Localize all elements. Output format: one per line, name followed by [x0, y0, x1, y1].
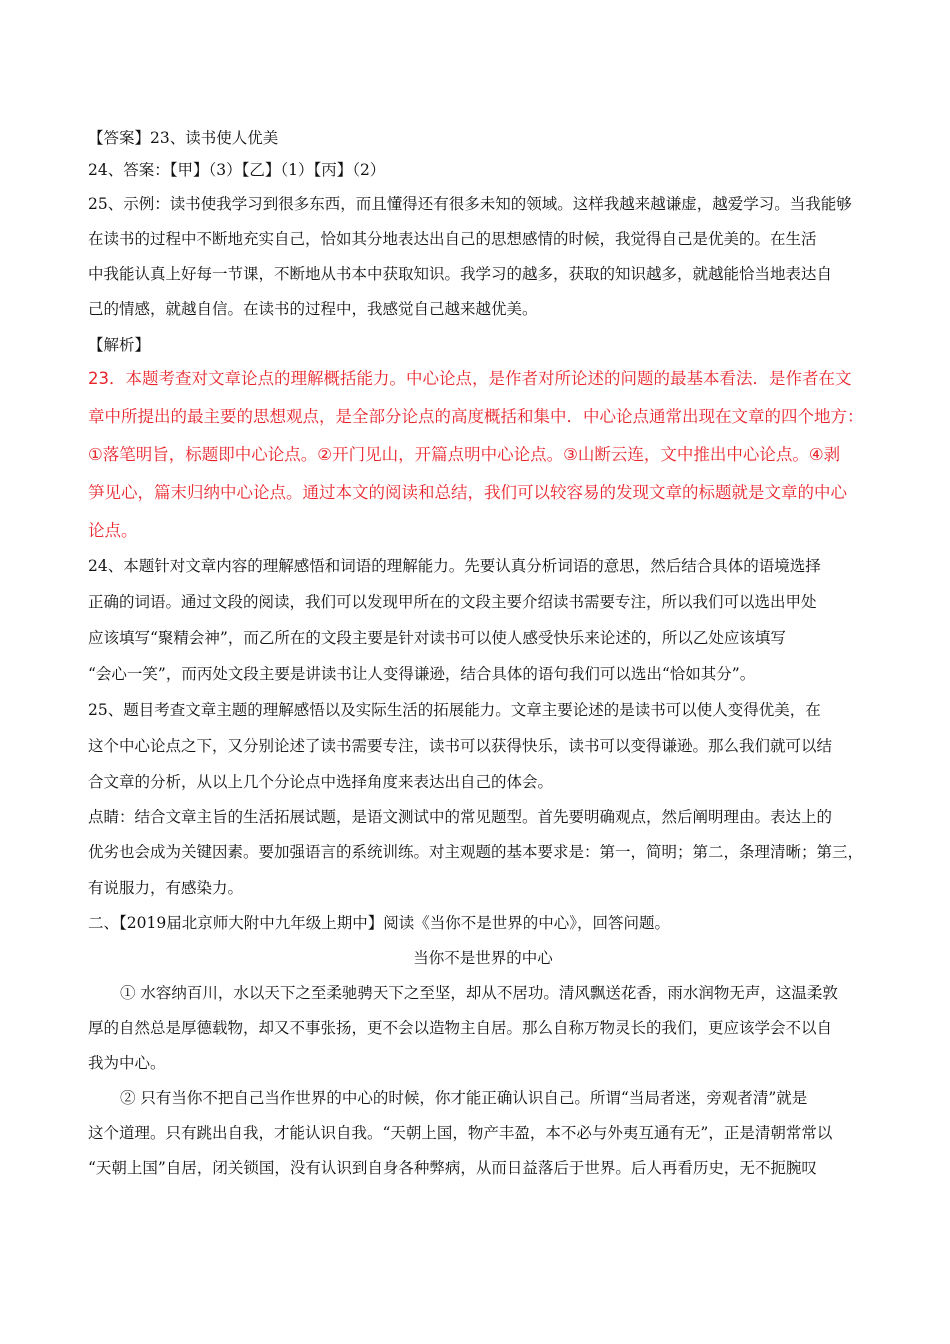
answer-25-line-3: 中我能认真上好每一节课，不断地从书本中获取知识。我学习的越多，获取的知识越多，就越能恰当地表达自 — [88, 265, 833, 283]
article-p2-line-2: 这个道理。只有跳出自我，才能认识自我。“天朝上国，物产丰盈，本不必与外夷互通有无”，正是清朝常常以 — [88, 1124, 833, 1142]
analysis-24-line-2: 正确的词语。通过文段的阅读，我们可以发现甲所在的文段主要介绍读书需要专注，所以我们可以选出甲处 — [88, 593, 817, 611]
analysis-heading: 【解析】 — [88, 336, 151, 354]
answer-heading: 【答案】23、读书使人优美 — [88, 129, 279, 147]
analysis-23-line-2: 章中所提出的最主要的思想观点，是全部分论点的高度概括和集中．中心论点通常出现在文章的四个地方： — [88, 407, 864, 426]
tip-line-1: 点睛：结合文章主旨的生活拓展试题，是语文测试中的常见题型。首先要明确观点，然后阐明理由。表达上的 — [88, 808, 833, 826]
analysis-23-line-5: 论点。 — [88, 521, 138, 540]
answer-24: 24、答案：【甲】（3）【乙】（1）【丙】（2） — [88, 161, 386, 179]
article-title: 当你不是世界的中心 — [413, 949, 553, 967]
article-p1-line-3: 我为中心。 — [88, 1054, 166, 1072]
answer-25-line-2: 在读书的过程中不断地充实自己，恰如其分地表达出自己的思想感情的时候，我觉得自己是优美的。在生活 — [88, 230, 817, 248]
section-two-heading: 二、【2019届北京师大附中九年级上期中】阅读《当你不是世界的中心》，回答问题。 — [88, 914, 670, 932]
article-p2-line-3: “天朝上国”自居，闭关锁国，没有认识到自身各种弊病，从而日益落后于世界。后人再看历史，无不扼腕叹 — [88, 1159, 817, 1177]
analysis-24-line-4: “会心一笑”，而丙处文段主要是讲读书让人变得谦逊，结合具体的语句我们可以选出“恰如其分”。 — [88, 665, 756, 683]
tip-line-2: 优劣也会成为关键因素。要加强语言的系统训练。对主观题的基本要求是：第一，简明；第二，条理清晰；第三， — [88, 843, 864, 861]
answer-25-line-1: 25、示例：读书使我学习到很多东西，而且懂得还有很多未知的领域。这样我越来越谦虚，越爱学习。当我能够 — [88, 195, 852, 213]
analysis-24-line-3: 应该填写“聚精会神”，而乙所在的文段主要是针对读书可以使人感受快乐来论述的，所以乙处应该填写 — [88, 629, 786, 647]
answer-25-line-4: 己的情感，就越自信。在读书的过程中，我感觉自己越来越优美。 — [88, 300, 538, 318]
analysis-24-line-1: 24、本题针对文章内容的理解感悟和词语的理解能力。先要认真分析词语的意思，然后结合具体的语境选择 — [88, 557, 821, 575]
article-p2-line-1: ② 只有当你不把自己当作世界的中心的时候，你才能正确认识自己。所谓“当局者迷，旁观者清”就是 — [120, 1089, 808, 1107]
analysis-25-line-3: 合文章的分析，从以上几个分论点中选择角度来表达出自己的体会。 — [88, 773, 554, 791]
analysis-23-line-1: 23．本题考查对文章论点的理解概括能力。中心论点，是作者对所论述的问题的最基本看法．是作者在文 — [88, 369, 852, 388]
article-p1-line-1: ① 水容纳百川，水以天下之至柔驰骋天下之至坚，却从不居功。清风飘送花香，雨水润物无声，这温柔敦 — [120, 984, 838, 1002]
analysis-23-line-3: ①落笔明旨，标题即中心论点。②开门见山，开篇点明中心论点。③山断云连，文中推出中心论点。④剥 — [88, 445, 841, 464]
analysis-23-line-4: 笋见心，篇末归纳中心论点。通过本文的阅读和总结，我们可以较容易的发现文章的标题就是文章的中心 — [88, 483, 847, 502]
article-p1-line-2: 厚的自然总是厚德载物，却又不事张扬，更不会以造物主自居。那么自称万物灵长的我们，更应该学会不以自 — [88, 1019, 833, 1037]
analysis-25-line-1: 25、题目考查文章主题的理解感悟以及实际生活的拓展能力。文章主要论述的是读书可以使人变得优美，在 — [88, 701, 821, 719]
analysis-25-line-2: 这个中心论点之下，又分别论述了读书需要专注，读书可以获得快乐，读书可以变得谦逊。那么我们就可以结 — [88, 737, 833, 755]
tip-line-3: 有说服力，有感染力。 — [88, 879, 244, 897]
